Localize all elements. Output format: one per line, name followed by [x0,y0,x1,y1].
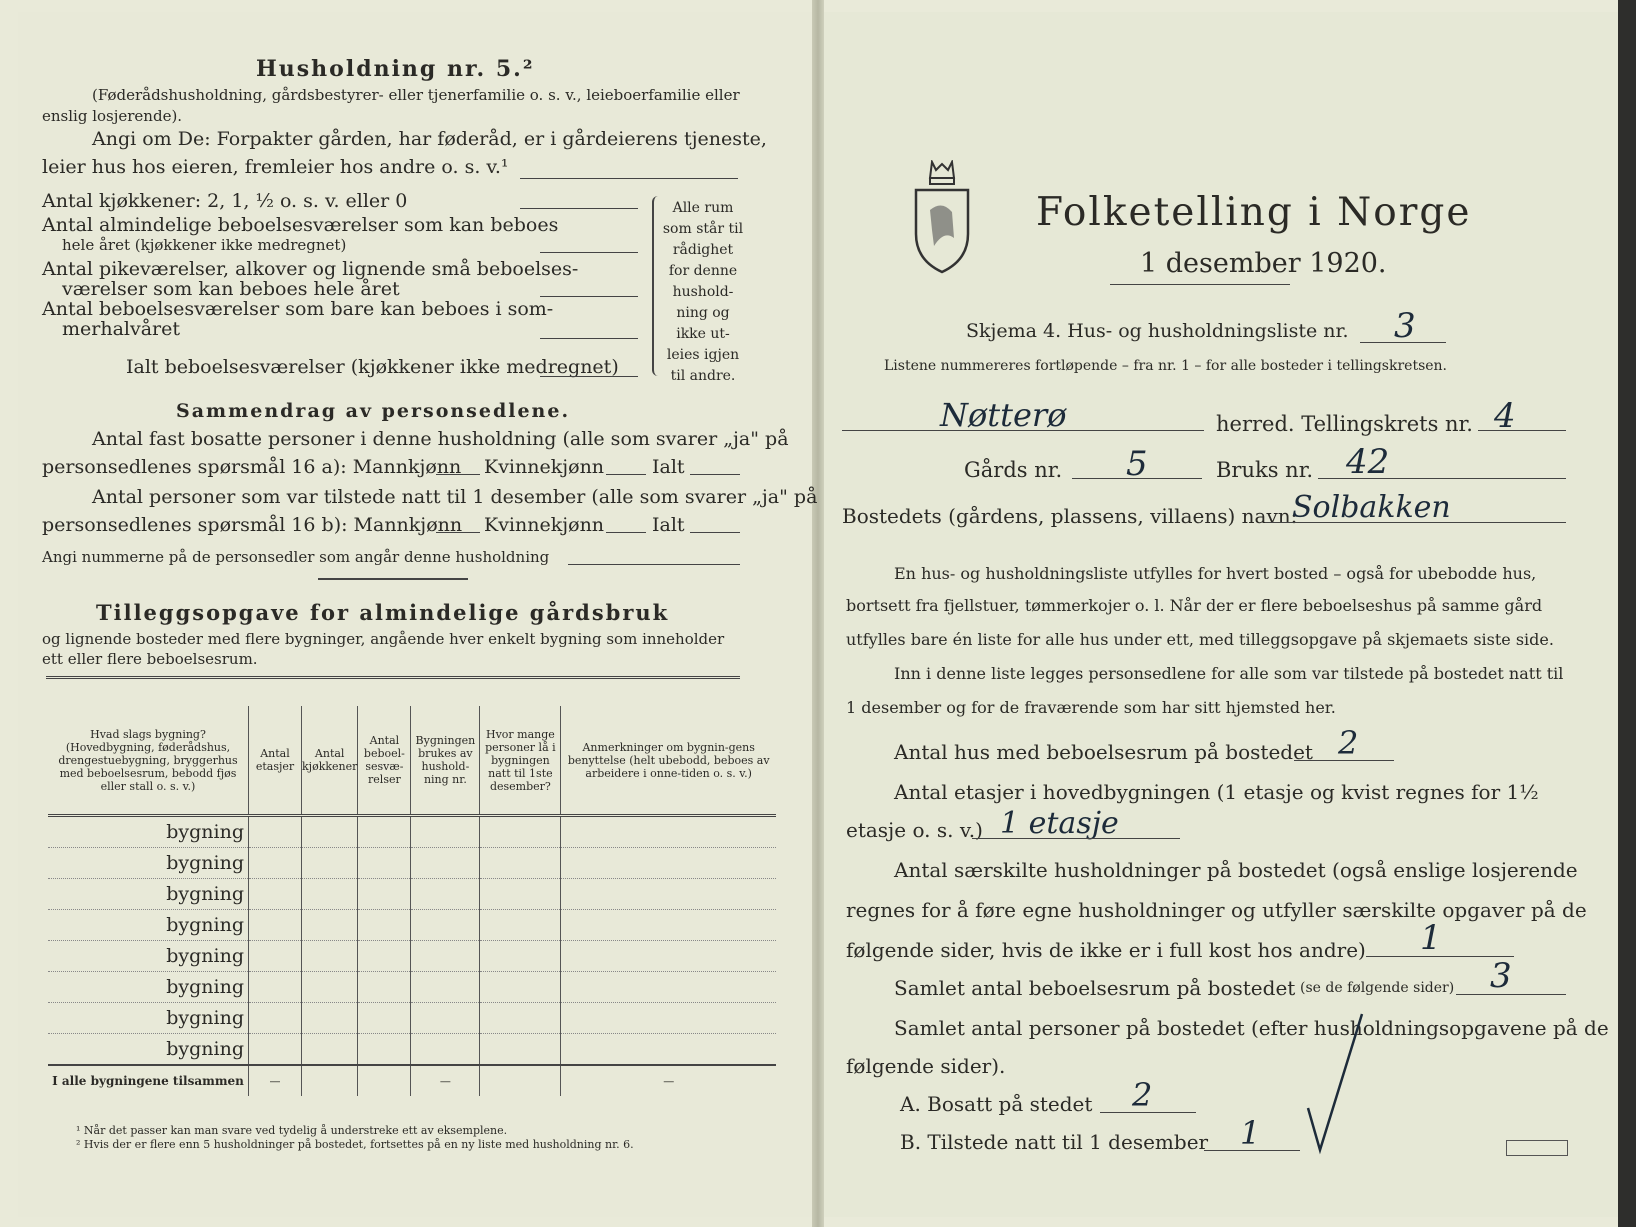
total-used-by: — [411,1065,480,1096]
building-cell[interactable] [480,1034,561,1066]
herred-label: herred. Tellingskrets nr. [1216,412,1473,436]
building-cell[interactable] [561,816,776,848]
side-note-line: Alle rum [672,200,734,216]
building-cell[interactable] [302,1003,358,1034]
instruction-2b: 1 desember og for de fraværende som har sitt hjemsted her. [846,698,1336,717]
brace [652,196,658,376]
total-rooms[interactable] [358,1065,411,1096]
table-top-rule [46,676,740,679]
gards-value[interactable]: 5 [1126,444,1148,484]
samlet-pers-line-1: Samlet antal personer på bostedet (efter husholdningsopgavene på de [894,1016,1609,1040]
building-row [48,816,776,848]
bosatt-line [1100,1112,1196,1113]
building-cell[interactable] [302,816,358,848]
schema-label: Skjema 4. Hus- og husholdningsliste nr. [966,320,1349,342]
sarskilte-line-2: regnes for å føre egne husholdninger og utfyller særskilte opgaver på de [846,898,1587,922]
intro-answer-line[interactable] [520,178,738,179]
building-row [48,879,776,910]
samlet-rum-label: Samlet antal beboelsesrum på bostedet [894,976,1296,1000]
q-total-rooms-answer[interactable] [540,376,638,377]
female-present-field[interactable] [606,532,646,533]
bosted-label: Bostedets (gårdens, plassens, villaens) navn: [842,504,1298,528]
building-cell[interactable] [249,1034,302,1066]
household-title: Husholdning nr. 5.² [256,56,535,82]
side-note-line: rådighet [672,242,734,258]
etasjer-line [972,838,1180,839]
building-cell[interactable] [480,879,561,910]
building-row-label: bygning [48,910,249,941]
q-summer-rooms-a: Antal beboelsesværelser som bare kan beboes i som- [42,298,554,320]
male-resident-field[interactable] [436,474,480,475]
date-rule [1110,284,1290,285]
footnote-2: ² Hvis der er flere enn 5 husholdninger på bostedet, fortsettes på en ny liste med husholdning nr. 6. [76,1138,634,1151]
checkmark-icon [1300,1010,1370,1160]
building-cell[interactable] [561,879,776,910]
header-rooms: Antal beboel-sesvæ-relser [358,706,411,816]
building-row [48,1003,776,1034]
building-row [48,910,776,941]
angi-numbers: Angi nummerne på de personsedler som angår denne husholdning [42,548,550,566]
building-row-label: bygning [48,879,249,910]
building-cell[interactable] [358,1003,411,1034]
building-cell[interactable] [358,1034,411,1066]
building-cell[interactable] [480,816,561,848]
form-title: Folketelling i Norge [1036,190,1472,235]
sarskilte-line-1: Antal særskilte husholdninger på bostedet (også enslige losjerende [894,858,1578,882]
total-label: I alle bygningene tilsammen [48,1065,249,1096]
building-row [48,848,776,879]
building-cell[interactable] [249,910,302,941]
total-remarks: — [561,1065,776,1096]
gards-line [1072,478,1202,479]
samlet-rum-note: (se de følgende sider) [1300,980,1455,996]
total-label-2: Ialt [652,514,685,536]
samlet-pers-line-2: følgende sider). [846,1054,1006,1078]
sarskilte-value[interactable]: 1 [1420,918,1442,958]
building-cell[interactable] [249,941,302,972]
building-row-label: bygning [48,941,249,972]
building-cell[interactable] [302,910,358,941]
building-row-label: bygning [48,972,249,1003]
section-divider [318,578,468,580]
q-kitchens-answer[interactable] [520,208,638,209]
building-cell[interactable] [411,848,480,879]
tillegg-line-1: og lignende bosteder med flere bygninger, angående hver enkelt bygning som inneholder [42,630,725,648]
etasjer-line-1: Antal etasjer i hovedbygningen (1 etasje og kvist regnes for 1½ [894,780,1539,804]
side-note-line: til andre. [670,368,736,384]
q-summer-rooms-b: merhalvåret [62,318,181,340]
total-present-field[interactable] [690,532,740,533]
building-cell[interactable] [411,1003,480,1034]
samlet-rum-value[interactable]: 3 [1490,956,1512,996]
printer-stamp [1506,1140,1568,1156]
etasjer-line-2: etasje o. s. v.) [846,818,983,842]
samlet-rum-line [1456,994,1566,995]
building-cell[interactable] [411,941,480,972]
herred-value[interactable]: Nøtterø [940,396,1067,434]
bosted-line [1266,522,1566,523]
footnote-1: ¹ Når det passer kan man svare ved tydelig å understreke ett av eksemplene. [76,1124,508,1137]
building-row-label: bygning [48,1003,249,1034]
female-label-1: Kvinnekjønn [484,456,605,478]
hus-line [1294,760,1394,761]
building-cell[interactable] [480,848,561,879]
building-cell[interactable] [302,1034,358,1066]
q-total-rooms: Ialt beboelsesværelser (kjøkkener ikke medregnet) [126,356,619,378]
bruks-line [1318,478,1566,479]
building-cell[interactable] [358,879,411,910]
schema-number-line [1360,342,1446,343]
building-cell[interactable] [302,972,358,1003]
building-cell[interactable] [411,879,480,910]
q-summer-rooms-answer[interactable] [540,338,638,339]
building-cell[interactable] [411,1034,480,1066]
q-maid-rooms-answer[interactable] [540,296,638,297]
intro-line-2: leier hus hos eieren, fremleier hos andre o. s. v.¹ [42,156,509,178]
building-row [48,941,776,972]
header-persons: Hvor mange personer lå i bygningen natt til 1ste desember? [480,706,561,816]
scan-edge [1618,0,1636,1227]
building-cell[interactable] [358,972,411,1003]
side-note-line: ikke ut- [676,326,730,342]
building-cell[interactable] [249,972,302,1003]
header-remarks: Anmerkninger om bygnin-gens benyttelse (helt ubebodd, beboes av arbeidere i onne-tiden o. s. v.) [561,706,776,816]
gards-label: Gårds nr. [964,458,1063,482]
building-row-label: bygning [48,848,249,879]
hus-label: Antal hus med beboelsesrum på bostedet [894,740,1313,764]
building-cell[interactable] [249,848,302,879]
building-cell[interactable] [561,1034,776,1066]
instruction-1b: bortsett fra fjellstuer, tømmerkojer o. l. Når der er flere beboelseshus på samme gård [846,596,1543,615]
building-cell[interactable] [480,941,561,972]
schema-number-value[interactable]: 3 [1394,306,1416,346]
female-resident-field[interactable] [606,474,646,475]
hus-value[interactable]: 2 [1338,724,1359,762]
building-cell[interactable] [249,879,302,910]
building-cell[interactable] [302,848,358,879]
buildings-table [48,706,776,1096]
header-used-by: Bygningen brukes av hushold-ning nr. [411,706,480,816]
bosatt-label: A. Bosatt på stedet [900,1092,1093,1116]
header-floors: Antal etasjer [249,706,302,816]
building-cell[interactable] [411,816,480,848]
total-label-1: Ialt [652,456,685,478]
norway-coat-of-arms-icon [910,160,974,278]
building-cell[interactable] [561,848,776,879]
instruction-1c: utfylles bare én liste for alle hus under ett, med tilleggsopgave på skjemaets siste side. [846,630,1554,649]
building-cell[interactable] [561,910,776,941]
summary-title: Sammendrag av personsedlene. [176,400,571,422]
building-cell[interactable] [358,816,411,848]
form-date: 1 desember 1920. [1140,248,1387,279]
summary-line-2: personsedlenes spørsmål 16 a): Mannkjønn [42,456,462,478]
building-cell[interactable] [249,1003,302,1034]
building-cell[interactable] [411,910,480,941]
building-cell[interactable] [411,972,480,1003]
side-note-line: hushold- [672,284,734,300]
household-subtitle: (Føderådshusholdning, gårdsbestyrer- eller tjenerfamilie o. s. v., leieboerfamilie eller [92,86,740,104]
numbering-note: Listene nummereres fortløpende – fra nr. 1 – for alle bosteder i tellingskretsen. [884,358,1448,374]
total-persons[interactable] [480,1065,561,1096]
household-subtitle-2: enslig losjerende). [42,107,183,125]
side-note [660,198,746,387]
bosted-value[interactable]: Solbakken [1292,490,1451,525]
q-rooms-b: hele året (kjøkkener ikke medregnet) [62,236,347,254]
krets-line [1478,430,1566,431]
total-floors: — [249,1065,302,1096]
buildings-table-header [48,706,776,816]
etasjer-value[interactable]: 1 etasje [1000,806,1119,841]
intro-line-1: Angi om De: Forpakter gården, har føderåd, er i gårdeierens tjeneste, [92,128,767,150]
total-resident-field[interactable] [690,474,740,475]
page-gutter [812,0,824,1227]
angi-numbers-field[interactable] [568,564,740,565]
tilstede-line [1204,1150,1300,1151]
building-row-label: bygning [48,1034,249,1066]
building-cell[interactable] [561,941,776,972]
q-kitchens: Antal kjøkkener: 2, 1, ½ o. s. v. eller 0 [42,190,408,212]
krets-value[interactable]: 4 [1494,396,1516,436]
building-row-label: bygning [48,816,249,848]
herred-line [842,430,1204,431]
tilstede-value[interactable]: 1 [1240,1114,1261,1152]
building-row [48,1034,776,1066]
table-total-row [48,1065,776,1096]
instruction-2a: Inn i denne liste legges personsedlene for alle som var tilstede på bostedet natt til [894,664,1564,683]
building-cell[interactable] [561,1003,776,1034]
building-row [48,972,776,1003]
header-kitchens: Antal kjøkkener [302,706,358,816]
tilstede-label: B. Tilstede natt til 1 desember [900,1130,1209,1154]
bruks-value[interactable]: 42 [1346,442,1390,482]
bosatt-value[interactable]: 2 [1132,1076,1153,1114]
building-cell[interactable] [480,972,561,1003]
building-cell[interactable] [302,879,358,910]
building-cell[interactable] [561,972,776,1003]
q-maid-rooms-a: Antal pikeværelser, alkover og lignende små beboelses- [42,258,579,280]
building-cell[interactable] [249,816,302,848]
q-rooms-a: Antal almindelige beboelsesværelser som kan beboes [42,214,559,236]
total-kitchens[interactable] [302,1065,358,1096]
building-cell[interactable] [358,848,411,879]
side-note-line: ning og [676,305,730,321]
q-maid-rooms-b: værelser som kan beboes hele året [62,278,400,300]
side-note-line: leies igjen [666,347,740,363]
instruction-1a: En hus- og husholdningsliste utfylles for hvert bosted – også for ubebodde hus, [894,564,1537,583]
tillegg-line-2: ett eller flere beboelsesrum. [42,650,258,668]
summary-line-1: Antal fast bosatte personer i denne husholdning (alle som svarer „ja" på [92,428,789,450]
building-cell[interactable] [358,910,411,941]
summary-line-3: Antal personer som var tilstede natt til 1 desember (alle som svarer „ja" på [92,486,818,508]
bruks-label: Bruks nr. [1216,458,1314,482]
female-label-2: Kvinnekjønn [484,514,605,536]
building-cell[interactable] [480,1003,561,1034]
tillegg-title: Tilleggsopgave for almindelige gårdsbruk [96,600,670,625]
male-present-field[interactable] [436,532,480,533]
q-rooms-answer[interactable] [540,252,638,253]
header-building-type: Hvad slags bygning? (Hovedbygning, føderådshus, drengestuebygning, bryggerhus med beboelsesrum, bebodd fjøs eller stall o. s. v.) [48,706,249,816]
building-cell[interactable] [480,910,561,941]
side-note-line: som står til [662,221,744,237]
side-note-line: for denne [668,263,738,279]
sarskilte-line-3: følgende sider, hvis de ikke er i full kost hos andre) [846,938,1366,962]
building-cell[interactable] [358,941,411,972]
building-cell[interactable] [302,941,358,972]
summary-line-4: personsedlenes spørsmål 16 b): Mannkjønn [42,514,463,536]
